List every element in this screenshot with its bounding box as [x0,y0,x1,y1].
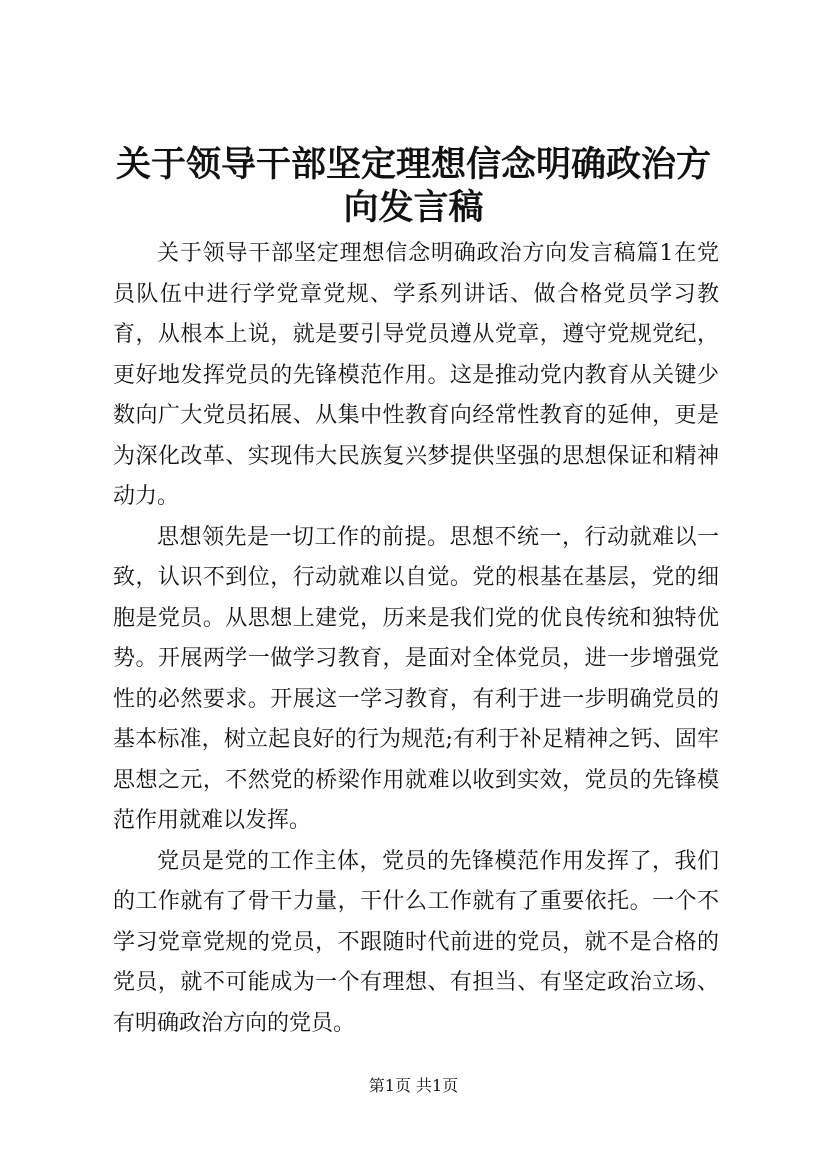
paragraph-2: 思想领先是一切工作的前提。思想不统一，行动就难以一致，认识不到位，行动就难以自觉。党的根基在基层，党的细胞是党员。从思想上建党，历来是我们党的优良传统和独特优势。开展两学一做学习教育，是面对全体党员，进一步增强党性的必然要求。开展这一学习教育，有利于进一步明确党员的基本标准，树立起良好的行为规范;有利于补足精神之钙、固牢思想之元，不然党的桥梁作用就难以收到实效，党员的先锋模范作用就难以发挥。 [113,524,719,833]
paragraph-1: 关于领导干部坚定理想信念明确政治方向发言稿篇1在党员队伍中进行学党章党规、学系列讲话、做合格党员学习教育，从根本上说，就是要引导党员遵从党章，遵守党规党纪，更好地发挥党员的先锋模范作用。这是推动党内教育从关键少数向广大党员拓展、从集中性教育向经常性教育的延伸，更是为深化改革、实现伟大民族复兴梦提供坚强的思想保证和精神动力。 [113,241,719,509]
document-title: 关于领导干部坚定理想信念明确政治方向发言稿 [115,144,711,228]
document-body [113,234,719,1044]
paragraph-3: 党员是党的工作主体，党员的先锋模范作用发挥了，我们的工作就有了骨干力量，干什么工作就有了重要依托。一个不学习党章党规的党员，不跟随时代前进的党员，就不是合格的党员，就不可能成为一个有理想、有担当、有坚定政治立场、有明确政治方向的党员。 [113,848,719,1036]
page-footer: 第1页 共1页 [368,1076,459,1095]
